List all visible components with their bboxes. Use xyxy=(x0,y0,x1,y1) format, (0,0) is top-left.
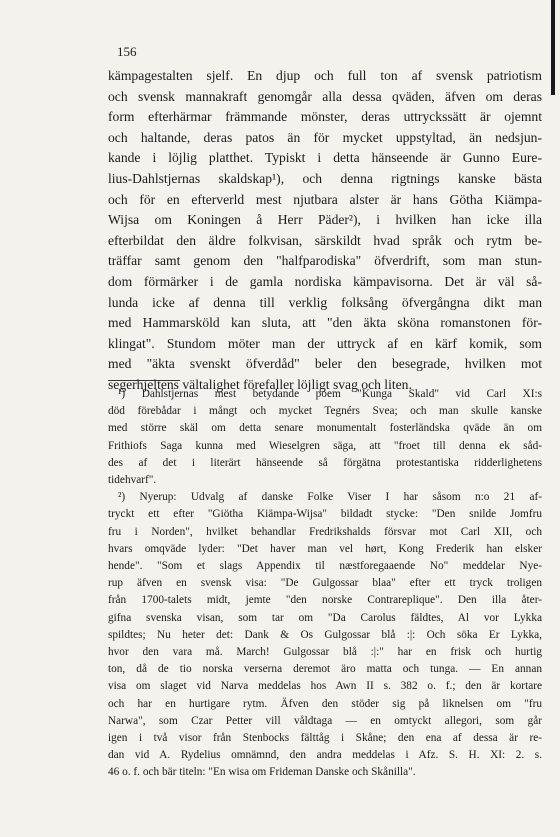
footnote-line: hvor den vara må. March! Gulgossar blå :|:" har en frisk och hurtig xyxy=(108,646,542,659)
body-line: efterbildat den äldre folkvisan, särskildt hvad språk och rytm be- xyxy=(108,232,542,248)
body-line: med "äkta svenskt öfverdåd" beler den besegrade, hvilken mot xyxy=(108,356,542,372)
body-line: form efterhärmar främmande mönster, deras uttryckssätt är ojemnt xyxy=(108,109,542,125)
footnote-line: ton, då de tio norska verserna deremot äro matta och tunga. — En annan xyxy=(108,663,542,676)
body-line: klingat". Stundom möter man der uttryck af en kärf komik, som xyxy=(108,335,542,351)
footnote-line: ¹) Dahlstjernas mest betydande poem "Kunga Skald" vid Carl XI:s xyxy=(118,388,542,400)
footnote-line: Narwa", som Czar Petter vill våldtaga — en omtyckt allegori, som går xyxy=(108,714,542,727)
footnote-line: spildtes; Nu heter det: Dank & Os Gulgossar blå :|: Och söka Er Lykka, xyxy=(108,628,542,641)
footnote-line: tidehvarf". xyxy=(108,474,157,487)
footnote-line: död förebådar i mångt och mycket Tegnérs Svea; och man skulle kanske xyxy=(108,405,542,418)
footnote-line: dan vid A. Rydelius omnämnd, den andra meddelas i Afz. S. H. XI: 2. s. xyxy=(108,749,542,762)
footnote-line: gifna svenska visan, som tar om "Da Carolus fäldtes, Al vor Lykka xyxy=(108,611,542,624)
margin-mark xyxy=(551,0,555,95)
page-number: 156 xyxy=(117,44,137,59)
body-line: träffar samt genom den "halfparodiska" öfverdrift, som man stun- xyxy=(108,253,542,269)
footnote-line: tryckt ett efter "Giötha Kiämpa-Wijsa" bildadt stycke: "Den snilde Jomfru xyxy=(108,508,542,521)
footnote-line: och har en hurtigare rytm. Äfven den stöder sig på liknelsen om "fru xyxy=(108,697,542,710)
footnote-line: des af det i literärt hänseende så förgätna protestantiska ridderlighetens xyxy=(108,456,542,469)
footnote-line: ²) Nyerup: Udvalg af danske Folke Viser I har såsom n:o 21 af- xyxy=(118,491,542,504)
body-line: med Hammarsköld kan sluta, att "den äkta sköna romanstonen för- xyxy=(108,315,542,331)
footnote-line: hvars omqväde lyder: "Det haver man vel hørt, Kong Frederik han elsker xyxy=(108,542,542,555)
body-text xyxy=(108,66,542,396)
body-line: dom förmärker i de gamla nordiska kämpavisorna. Det är väl så- xyxy=(108,273,542,289)
footnotes xyxy=(108,386,542,782)
body-line: Wijsa om Koningen å Herr Päder²), i hvilken han icke illa xyxy=(108,212,542,228)
footnote-line: Frithiofs Saga kunna med Wieselgren säga, att "froet till denna ek såd- xyxy=(108,439,542,452)
footnote-line: med större skäl om detta senare monumentalt fosterländska qväde än om xyxy=(108,422,542,435)
footnote-line: från 1700-talets midt, jemte "den norske Contrareplique". Den illa åter- xyxy=(108,594,542,607)
footnote-line: visa om slaget vid Narva meddelas hos Awn II s. 382 o. f.; den är kortare xyxy=(108,680,542,693)
body-line: segerhjeltens vältalighet förefaller löjligt svag och liten. xyxy=(108,376,412,392)
footnote-line: hende". "Som et slags Appendix til næstforegaaende No" meddelar Nye- xyxy=(108,560,542,573)
body-line: och haltande, deras patos än för mycket uppstyltad, än nedsjun- xyxy=(108,129,542,145)
body-line: lunda icke af denna till verklig folksång öfvergångna dikt man xyxy=(108,294,542,310)
body-line: kande i löjlig platthet. Typiskt i detta hänseende är Gunno Eure- xyxy=(108,150,542,166)
body-line: och för en efterverld mest njutbara alster är hans Götha Kiämpa- xyxy=(108,191,542,207)
footnote-line: 46 o. f. och bär titeln: "En wisa om Frideman Danske och Skånilla". xyxy=(108,766,416,779)
body-line: kämpagestalten sjelf. En djup och full ton af svensk patriotism xyxy=(108,68,542,83)
footnote-line: rup äfven en svensk visa: "De Gulgossar blaa" efter ett tryck troligen xyxy=(108,577,542,590)
body-line: och svensk mannakraft genomgår alla dessa qväden, äfven om deras xyxy=(108,88,542,104)
footnote-divider xyxy=(108,380,180,381)
footnote-line: igen i två visor från Stenbocks fälttåg i Skåne; den ena af dessa är re- xyxy=(108,732,542,745)
body-line: lius-Dahlstjernas skaldskap¹), och denna rigtnings kanske bästa xyxy=(108,170,542,186)
footnote-line: fru i Norden", hvilket behandlar Fredrikshalds försvar mot Carl XII, och xyxy=(108,525,542,538)
